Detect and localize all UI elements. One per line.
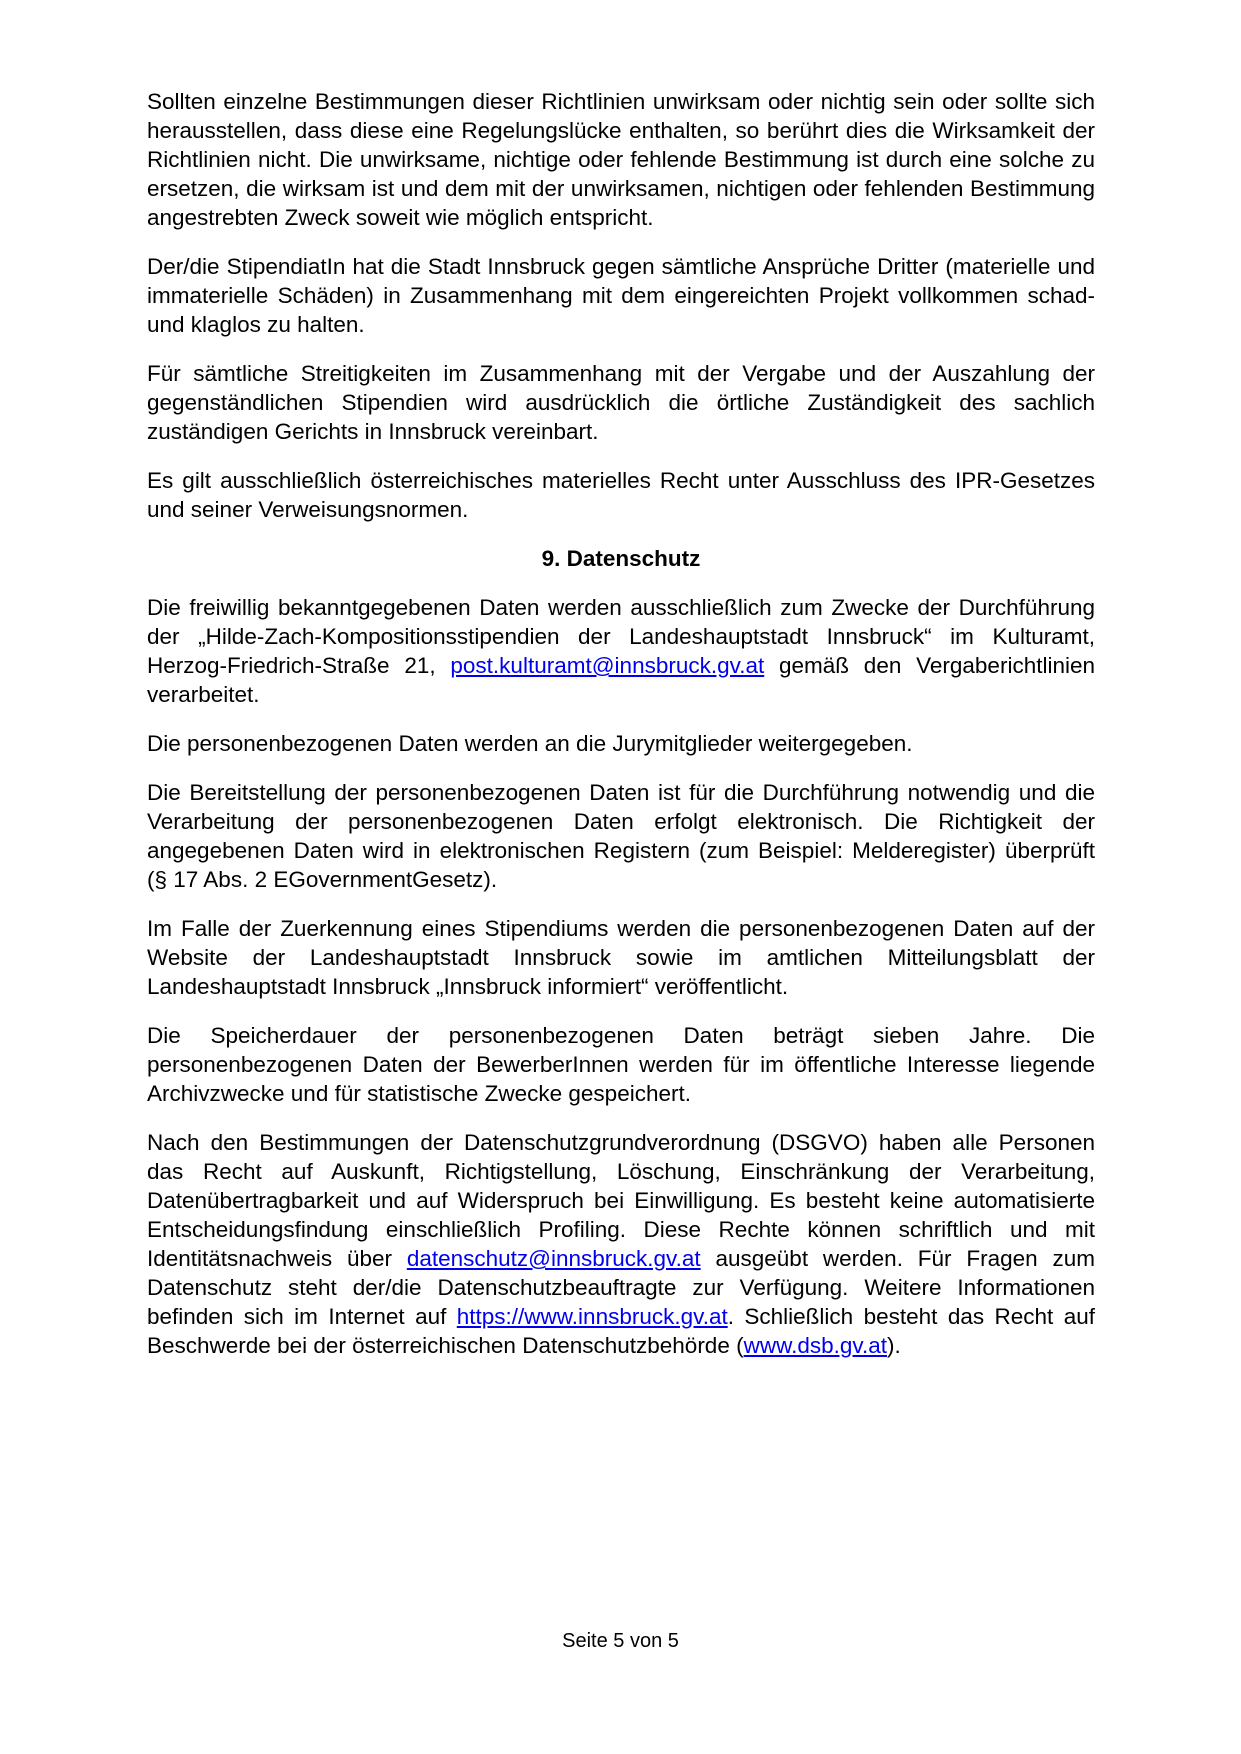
link-dsb-website[interactable]: www.dsb.gv.at: [743, 1333, 887, 1358]
paragraph-publication: Im Falle der Zuerkennung eines Stipendiums werden die personenbezogenen Daten auf der Website der Landeshauptstadt Innsbruck sowie im amtlichen Mitteilungsblatt der Landeshauptstadt Innsbruck „Innsbruck informiert“ veröffentlicht.: [147, 916, 1095, 999]
paragraph-dsgvo-text-a: Nach den Bestimmungen der Datenschutzgrundverordnung (DSGVO) haben alle Personen das Recht auf Auskunft, Richtigstellung, Löschung, Einschränkung der Verarbeitung, Datenübertragbarkeit und auf Widerspruch bei Einwilligung. Es besteht keine automatisierte Entscheidungsfindung einschließlich Profiling. Diese Rechte können schriftlich und mit Identitätsnachweis über: [147, 1130, 1095, 1271]
section-heading-datenschutz: 9. Datenschutz: [541, 546, 701, 571]
paragraph-data-processing: [147, 593, 1095, 709]
paragraph-data-provision: Die Bereitstellung der personenbezogenen Daten ist für die Durchführung notwendig und die Verarbeitung der personenbezogenen Daten erfolgt elektronisch. Die Richtigkeit der angegebenen Daten wird in elektronischen Registern (zum Beispiel: Melderegister) überprüft (§ 17 Abs. 2 EGovernmentGesetz).: [147, 780, 1095, 892]
paragraph-data-processing-text-a: Die freiwillig bekanntgegebenen Daten werden ausschließlich zum Zwecke der Durchführung der „Hilde-Zach-Kompositionsstipendien der Landeshauptstadt Innsbruck“ im Kulturamt, Herzog-Friedrich-Straße 21,: [147, 595, 1095, 678]
paragraph-dsgvo-rights: [147, 1128, 1095, 1360]
paragraph-dsgvo-text-b: ausgeübt werden. Für Fragen zum Datenschutz steht der/die Datenschutzbeauftragte zur Verfügung. Weitere Informationen befinden sich im Internet auf: [147, 1246, 1095, 1329]
paragraph-retention: Die Speicherdauer der personenbezogenen Daten beträgt sieben Jahre. Die personenbezogenen Daten der BewerberInnen werden für im öffentliche Interesse liegende Archivzwecke und für statistische Zwecke gespeichert.: [147, 1023, 1095, 1106]
paragraph-severability: Sollten einzelne Bestimmungen dieser Richtlinien unwirksam oder nichtig sein oder sollte sich herausstellen, dass diese eine Regelungslücke enthalten, so berührt dies die Wirksamkeit der Richtlinien nicht. Die unwirksame, nichtige oder fehlende Bestimmung ist durch eine solche zu ersetzen, die wirksam ist und dem mit der unwirksamen, nichtigen oder fehlenden Bestimmung angestrebten Zweck soweit wie möglich entspricht.: [147, 89, 1095, 230]
paragraph-indemnification: Der/die StipendiatIn hat die Stadt Innsbruck gegen sämtliche Ansprüche Dritter (materielle und immaterielle Schäden) in Zusammenhang mit dem eingereichten Projekt vollkommen schad- und klaglos zu halten.: [147, 254, 1095, 337]
paragraph-jury-sharing: Die personenbezogenen Daten werden an die Jurymitglieder weitergegeben.: [147, 731, 913, 756]
paragraph-dsgvo-text-c: . Schließlich besteht das Recht auf Beschwerde bei der österreichischen Datenschutzbehörde (: [147, 1304, 1095, 1358]
page-number: Seite 5 von 5: [562, 1630, 679, 1652]
paragraph-data-processing-text-b: gemäß den Vergaberichtlinien verarbeitet.: [147, 653, 1095, 707]
paragraph-applicable-law: Es gilt ausschließlich österreichisches materielles Recht unter Ausschluss des IPR-Gesetzes und seiner Verweisungsnormen.: [147, 468, 1095, 522]
email-link-kulturamt[interactable]: post.kulturamt@innsbruck.gv.at: [450, 653, 765, 678]
paragraph-dsgvo-text-d: ).: [887, 1333, 901, 1358]
email-link-datenschutz[interactable]: datenschutz@innsbruck.gv.at: [406, 1246, 701, 1271]
paragraph-jurisdiction: Für sämtliche Streitigkeiten im Zusammenhang mit der Vergabe und der Auszahlung der gegenständlichen Stipendien wird ausdrücklich die örtliche Zuständigkeit des sachlich zuständigen Gerichts in Innsbruck vereinbart.: [147, 361, 1095, 444]
link-innsbruck-website[interactable]: https://www.innsbruck.gv.at: [456, 1304, 728, 1329]
